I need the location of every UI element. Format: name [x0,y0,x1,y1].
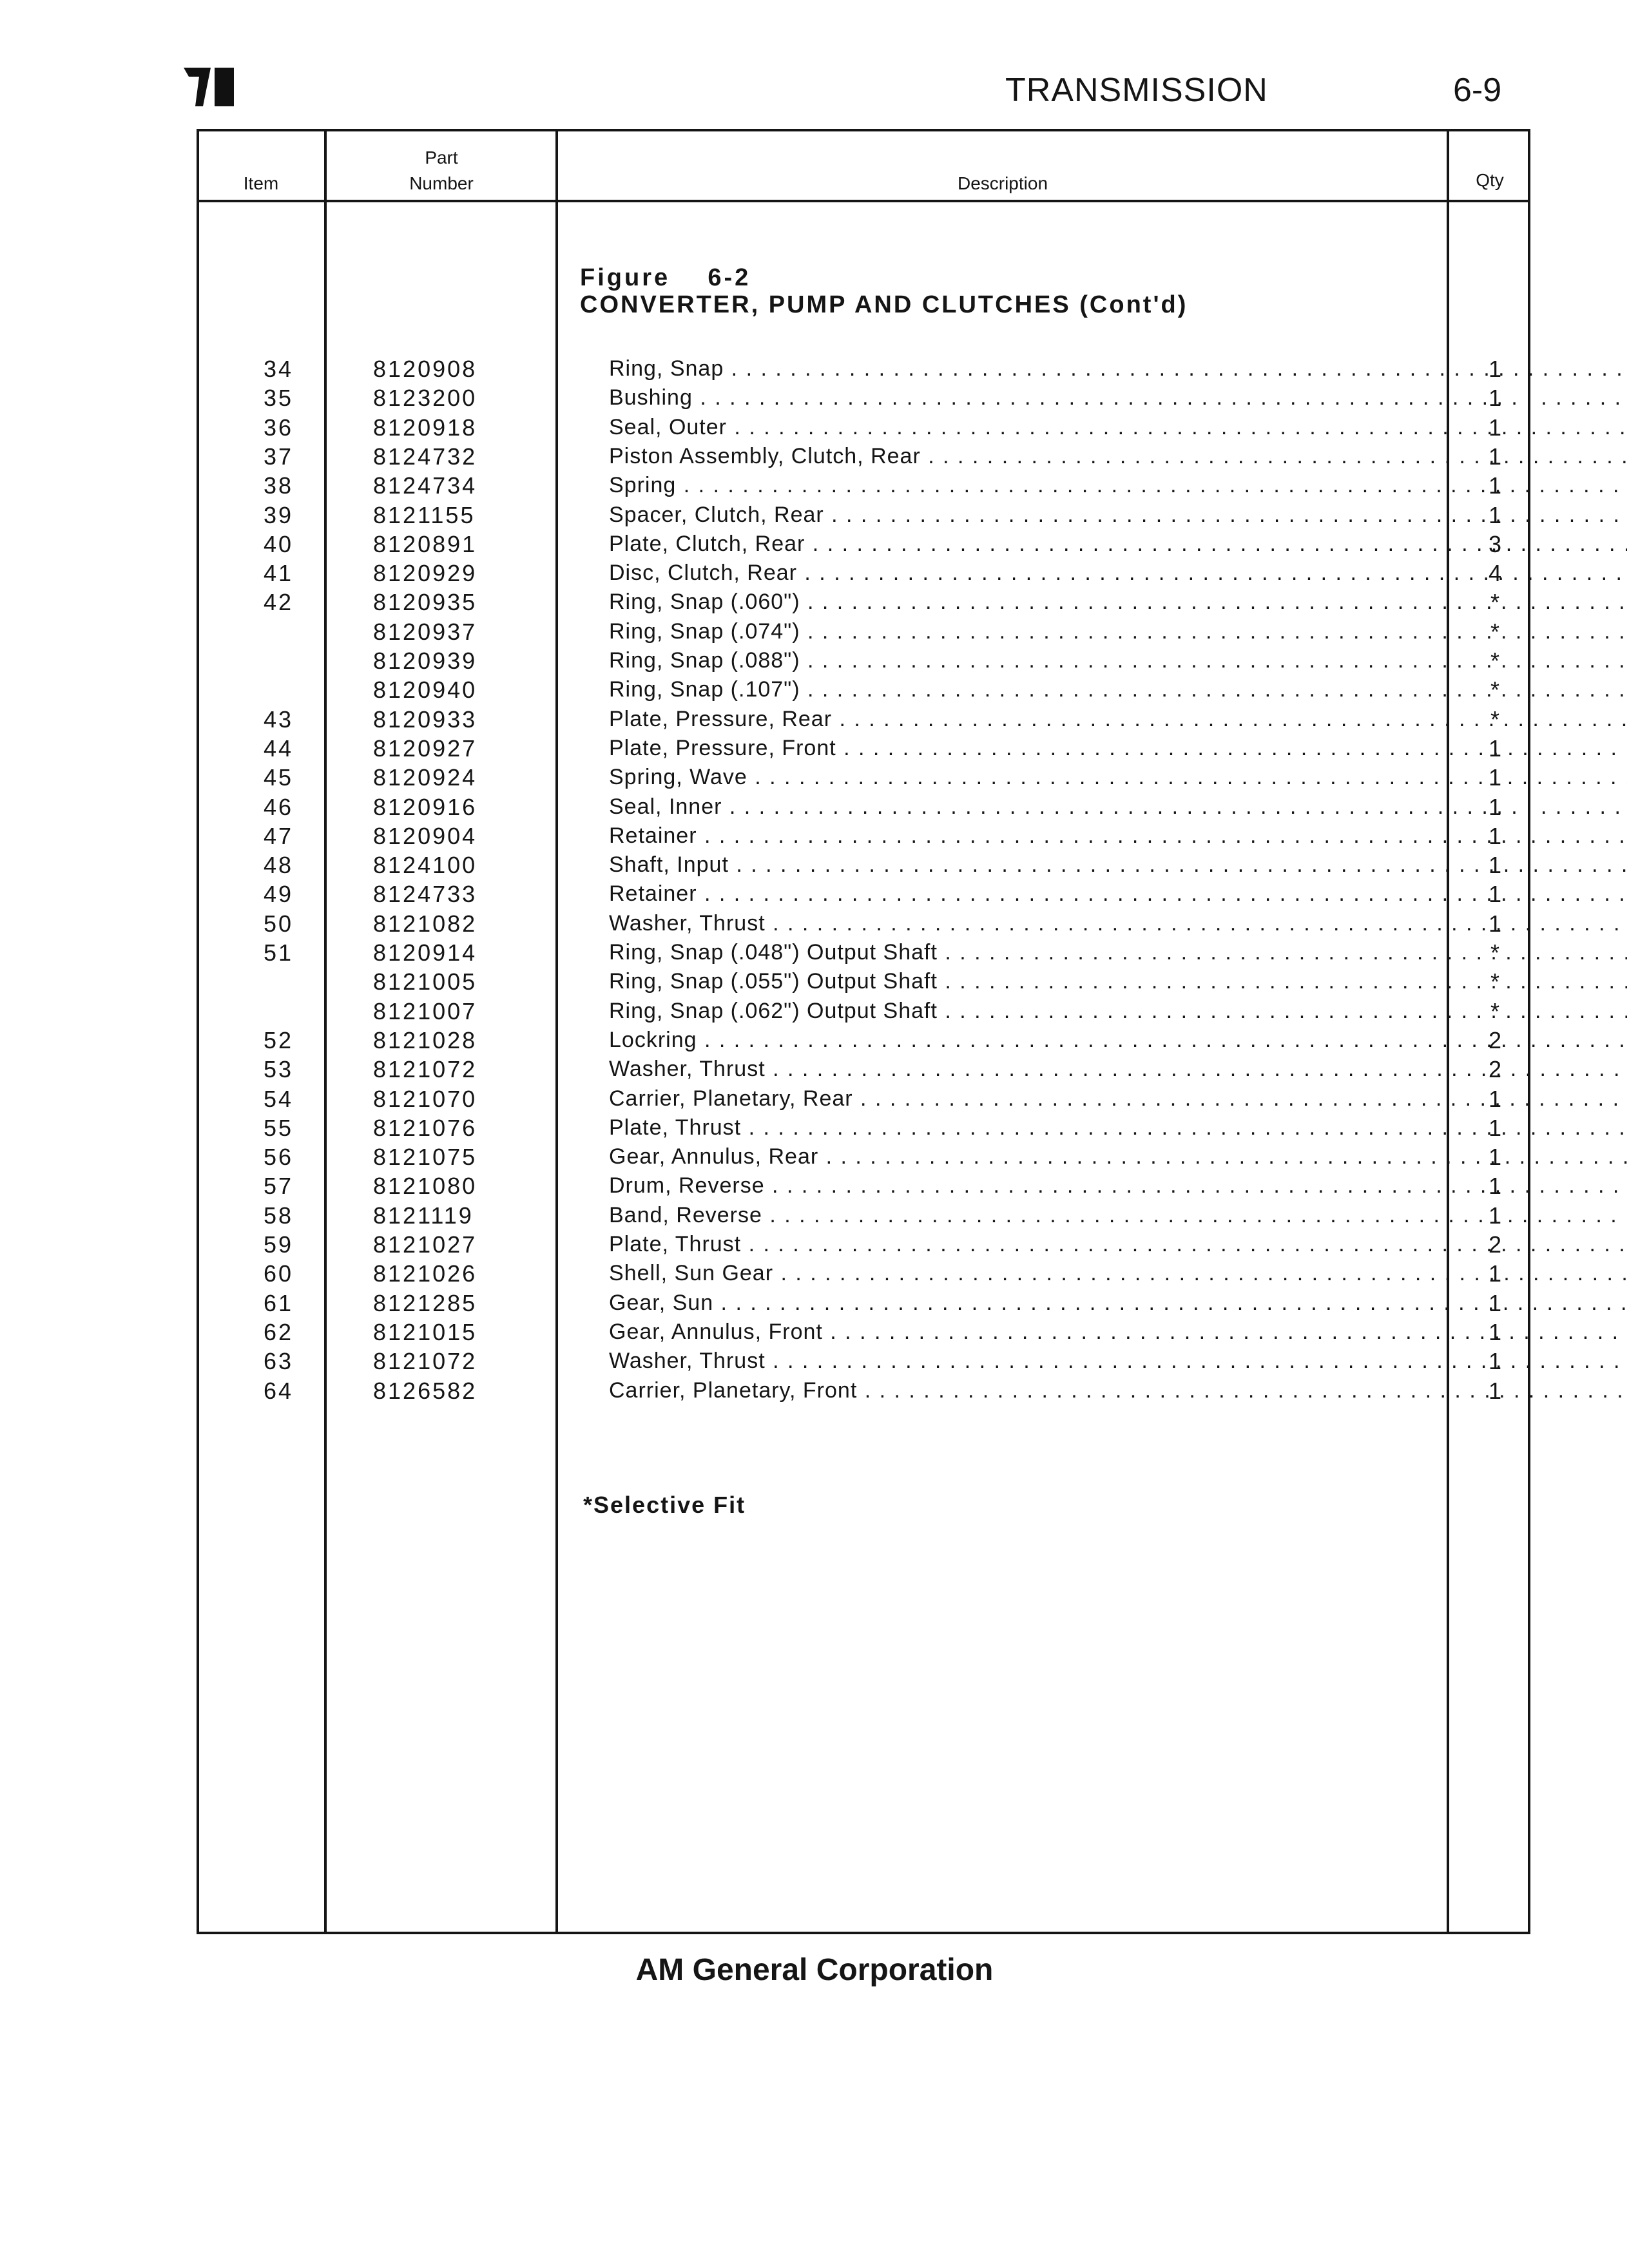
part-number: 8121015 [373,1319,477,1345]
table-row [197,1289,1530,1318]
quantity: 1 [1488,764,1502,791]
table-row [197,734,1530,763]
part-description: Ring, Snap (.062") Output Shaft . . . [609,997,1627,1026]
item-number: 37 [263,443,293,470]
part-description: Shell, Sun Gear . . . [609,1259,1627,1288]
table-row [197,646,1530,675]
item-number: 53 [263,1056,293,1082]
column-header-qty: Qty [1476,170,1504,190]
quantity: * [1490,998,1499,1024]
table-row [197,383,1530,412]
item-number: 54 [263,1086,293,1112]
part-number: 8120924 [373,764,477,791]
quantity: * [1490,619,1499,645]
item-number: 61 [263,1290,293,1316]
footnote: *Selective Fit [583,1492,746,1518]
part-description: Ring, Snap (.107") . . . [609,675,1627,704]
part-description: Retainer . . . [609,879,1627,908]
quantity: 3 [1488,531,1502,557]
part-description: Plate, Thrust . . . [609,1230,1627,1259]
part-description: Ring, Snap (.060") . . . [609,588,1627,617]
quantity: 1 [1488,735,1502,762]
table-row [197,1318,1530,1347]
part-description: Band, Reverse . . . [609,1201,1627,1230]
item-number: 39 [263,502,293,528]
part-description: Spring, Wave . . . [609,763,1627,792]
part-number: 8121285 [373,1290,477,1316]
part-description: Carrier, Planetary, Rear . . . [609,1084,1627,1113]
part-number: 8120908 [373,356,477,382]
part-number: 8123200 [373,385,477,411]
table-row [197,1084,1530,1113]
table-row [197,1055,1530,1084]
part-description: Gear, Annulus, Front . . . [609,1318,1627,1347]
item-number: 58 [263,1202,293,1229]
part-description: Carrier, Planetary, Front . . . [609,1376,1627,1405]
part-number: 8120937 [373,619,477,645]
quantity: 1 [1488,1086,1502,1112]
item-number: 52 [263,1027,293,1053]
quantity: 1 [1488,1115,1502,1141]
header-divider [197,200,1530,202]
item-number: 43 [263,706,293,733]
table-row [197,763,1530,792]
item-number: 60 [263,1260,293,1287]
table-row [197,530,1530,559]
item-number: 56 [263,1144,293,1170]
quantity: 1 [1488,881,1502,907]
item-number: 35 [263,385,293,411]
part-description: Ring, Snap (.074") . . . [609,617,1627,646]
part-number: 8124734 [373,472,477,499]
quantity: 1 [1488,414,1502,441]
table-row [197,442,1530,471]
part-number: 8124732 [373,443,477,470]
part-number: 8121080 [373,1173,477,1199]
part-number: 8120940 [373,677,477,703]
part-number: 8121070 [373,1086,477,1112]
item-number: 55 [263,1115,293,1141]
table-row [197,705,1530,734]
part-number: 8121082 [373,910,477,937]
part-description: Shaft, Input . . . [609,850,1627,879]
part-number: 8120929 [373,560,477,586]
page-number: 6-9 [1453,72,1502,109]
part-description: Seal, Outer . . . [609,413,1627,442]
section-title: TRANSMISSION [1005,72,1268,109]
item-number: 34 [263,356,293,382]
table-row [197,588,1530,617]
item-number: 41 [263,560,293,586]
item-number: 62 [263,1319,293,1345]
table-row [197,1230,1530,1259]
part-number: 8120933 [373,706,477,733]
quantity: * [1490,648,1499,674]
item-number: 36 [263,414,293,441]
quantity: 1 [1488,1260,1502,1287]
quantity: 1 [1488,794,1502,820]
column-header-part-line2: Number [409,173,474,193]
part-number: 8120935 [373,589,477,615]
quantity: 1 [1488,1348,1502,1374]
table-row [197,1259,1530,1288]
part-description: Plate, Pressure, Front . . . [609,734,1627,763]
part-number: 8124100 [373,852,477,878]
item-number: 40 [263,531,293,557]
table-row [197,938,1530,967]
publisher-logo-icon [184,68,248,106]
table-row [197,1113,1530,1142]
quantity: 1 [1488,910,1502,937]
table-row [197,559,1530,588]
part-number: 8120916 [373,794,477,820]
table-row [197,997,1530,1026]
part-number: 8121119 [373,1202,474,1229]
quantity: 1 [1488,356,1502,382]
quantity: 2 [1488,1056,1502,1082]
column-header-part-line1: Part [425,148,458,168]
part-number: 8120939 [373,648,477,674]
part-number: 8121072 [373,1348,477,1374]
quantity: 1 [1488,1144,1502,1170]
part-description: Gear, Annulus, Rear . . . [609,1142,1627,1171]
part-number: 8121027 [373,1231,477,1258]
part-description: Plate, Thrust . . . [609,1113,1627,1142]
quantity: 1 [1488,385,1502,411]
part-description: Spring . . . [609,471,1627,500]
part-number: 8121007 [373,998,477,1024]
part-description: Bushing . . . [609,383,1627,412]
item-number: 38 [263,472,293,499]
quantity: 1 [1488,1173,1502,1199]
item-number: 63 [263,1348,293,1374]
table-row [197,850,1530,879]
table-row [197,471,1530,500]
part-number: 8124733 [373,881,477,907]
table-row [197,501,1530,530]
item-number: 49 [263,881,293,907]
item-number: 42 [263,589,293,615]
figure-label: Figure 6-2 [580,264,751,291]
part-description: Washer, Thrust . . . [609,1347,1627,1376]
quantity: 1 [1488,852,1502,878]
item-number: 48 [263,852,293,878]
item-number: 57 [263,1173,293,1199]
table-row [197,1376,1530,1405]
quantity: 1 [1488,443,1502,470]
table-row [197,1347,1530,1376]
part-description: Seal, Inner . . . [609,793,1627,822]
table-row [197,1142,1530,1171]
part-number: 8121026 [373,1260,477,1287]
quantity: 1 [1488,472,1502,499]
part-number: 8120904 [373,823,477,849]
table-row [197,1026,1530,1055]
part-description: Gear, Sun . . . [609,1289,1627,1318]
figure-title: CONVERTER, PUMP AND CLUTCHES (Cont'd) [580,291,1188,318]
quantity: * [1490,589,1499,615]
table-row [197,909,1530,938]
table-row [197,675,1530,704]
part-description: Retainer . . . [609,822,1627,850]
column-header-description: Description [957,173,1048,193]
quantity: 1 [1488,502,1502,528]
quantity: 1 [1488,823,1502,849]
part-number: 8120914 [373,939,477,966]
part-number: 8120891 [373,531,477,557]
table-row [197,617,1530,646]
part-number: 8121075 [373,1144,477,1170]
table-row [197,354,1530,383]
part-description: Plate, Clutch, Rear . . . [609,530,1627,559]
quantity: 4 [1488,560,1502,586]
part-description: Plate, Pressure, Rear . . . [609,705,1627,734]
quantity: 1 [1488,1290,1502,1316]
part-number: 8121076 [373,1115,477,1141]
part-number: 8121028 [373,1027,477,1053]
quantity: 1 [1488,1378,1502,1404]
part-description: Ring, Snap . . . [609,354,1627,383]
item-number: 64 [263,1378,293,1404]
part-description: Disc, Clutch, Rear . . . [609,559,1627,588]
part-description: Lockring . . . [609,1026,1627,1055]
item-number: 51 [263,939,293,966]
part-description: Ring, Snap (.048") Output Shaft . . . [609,938,1627,967]
table-row [197,793,1530,822]
table-row [197,1201,1530,1230]
table-row [197,879,1530,908]
table-row [197,413,1530,442]
part-description: Ring, Snap (.055") Output Shaft . . . [609,967,1627,996]
quantity: 1 [1488,1202,1502,1229]
part-number: 8121005 [373,968,477,995]
part-number: 8120927 [373,735,477,762]
part-description: Washer, Thrust . . . [609,1055,1627,1084]
item-number: 46 [263,794,293,820]
item-number: 47 [263,823,293,849]
part-description: Ring, Snap (.088") . . . [609,646,1627,675]
item-number: 59 [263,1231,293,1258]
quantity: * [1490,706,1499,733]
column-header-item: Item [243,173,279,193]
table-row [197,1171,1530,1200]
table-row [197,967,1530,996]
publisher-name: AM General Corporation [635,1953,994,1987]
part-description: Drum, Reverse . . . [609,1171,1627,1200]
quantity: 2 [1488,1027,1502,1053]
quantity: * [1490,677,1499,703]
part-description: Piston Assembly, Clutch, Rear . . . [609,442,1627,471]
part-description: Spacer, Clutch, Rear . . . [609,501,1627,530]
item-number: 45 [263,764,293,791]
quantity: * [1490,939,1499,966]
part-number: 8121072 [373,1056,477,1082]
part-number: 8120918 [373,414,477,441]
part-number: 8126582 [373,1378,477,1404]
part-number: 8121155 [373,502,476,528]
table-row [197,822,1530,850]
part-description: Washer, Thrust . . . [609,909,1627,938]
quantity: * [1490,968,1499,995]
quantity: 2 [1488,1231,1502,1258]
quantity: 1 [1488,1319,1502,1345]
item-number: 44 [263,735,293,762]
item-number: 50 [263,910,293,937]
